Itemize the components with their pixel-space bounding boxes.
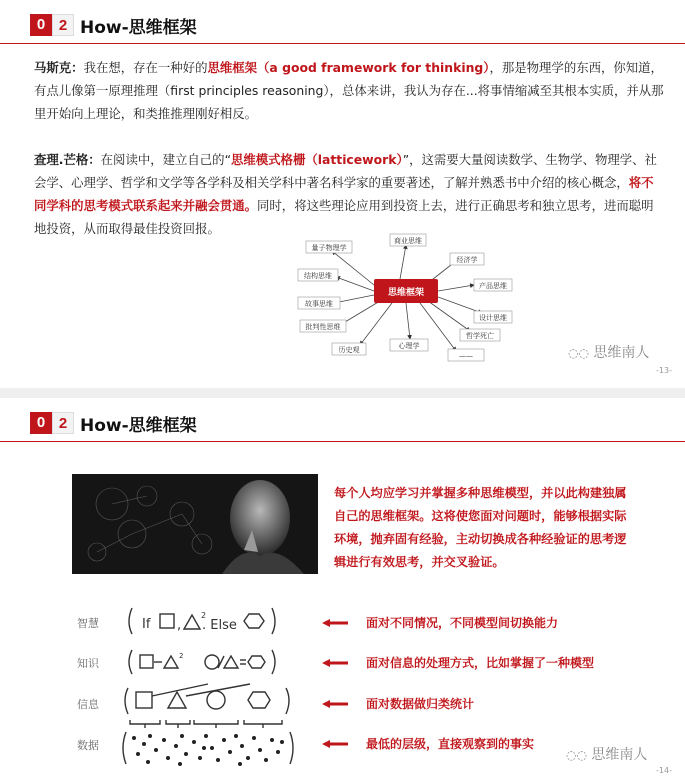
page-number: -13- — [656, 366, 672, 375]
mind-map-node: 哲学死亡 — [466, 332, 494, 340]
mind-map-node: 商业思维 — [394, 237, 422, 245]
slide-14 — [0, 398, 685, 776]
square-icon — [160, 614, 174, 628]
square-icon — [140, 655, 153, 668]
wechat-icon: ◌◌ — [568, 346, 589, 360]
munger-text-3: 同时，将这些理论应用到投资上去，进行正确思考和独立思考，进而聪明地投资，从而取得最佳投资回报。 — [34, 198, 654, 236]
hexagon-icon — [248, 656, 265, 668]
arrow-left-icon — [322, 619, 348, 627]
musk-highlight: 思维框架（a good framework for thinking） — [207, 60, 490, 75]
level-label-knowledge: 知识 — [77, 657, 99, 670]
mind-map-node: 心理学 — [398, 342, 420, 350]
hexagon-icon — [248, 692, 270, 708]
data-dots — [132, 734, 284, 766]
musk-text-2: ，那是物理学的东西，你知道，有点儿像第一原理推理（first principles reasoning），总体来讲，我认为存在...将事情缩减至其根本实质，并从那里开始向上理论，和类推推理刚好相反。 — [34, 60, 664, 121]
page-number: -14- — [656, 766, 672, 775]
level-desc-wisdom: 面对不同情况，不同模型间切换能力 — [366, 616, 559, 630]
bracket-icon — [123, 732, 126, 764]
mind-map-diagram — [288, 233, 518, 363]
section-number-digit-0: 0 — [30, 412, 52, 434]
triangle-icon — [164, 656, 178, 668]
frame-statement: 每个人均应学习并掌握多种思维模型，并以此构建独属自己的思维框架。这将使您面对问题时，能够根据实际环境，抛弃固有经验，主动切换成各种经验证的思考逻辑进行有效思考，并交叉验证。 — [334, 486, 627, 569]
hexagon-icon — [244, 614, 264, 628]
watermark-text: 思维南人 — [591, 747, 648, 763]
watermark-text: 思维南人 — [593, 345, 650, 361]
mind-map-node: 产品思维 — [479, 282, 507, 290]
wechat-icon: ◌◌ — [566, 748, 587, 762]
munger-highlight-2: 将不同学科的思考模式联系起来并融会贯通。 — [34, 175, 654, 213]
slide-separator — [0, 388, 685, 398]
level-desc-knowledge: 面对信息的处理方式，比如掌握了一种模型 — [366, 656, 595, 670]
arrow-left-icon — [322, 659, 348, 667]
mind-map-node: 经济学 — [456, 256, 478, 264]
bracket-icon — [125, 688, 128, 714]
munger-quote — [34, 148, 664, 240]
mind-map-node: 故事思维 — [305, 300, 333, 308]
watermark — [566, 744, 647, 764]
thinking-man-photo — [72, 474, 318, 574]
formula-comma: , — [177, 618, 182, 633]
munger-text-1: 在阅读中，建立自己的“ — [100, 152, 231, 167]
triangle-icon — [224, 656, 238, 668]
triangle-icon — [168, 692, 186, 708]
mind-map-node: 设计思维 — [479, 314, 507, 322]
slide-header — [0, 408, 685, 438]
musk-text-1: 我在想，存在一种好的 — [83, 60, 208, 75]
section-number-digit-2: 2 — [52, 412, 74, 434]
section-number-digit-2: 2 — [52, 14, 74, 36]
bracket-icon — [272, 650, 275, 674]
bracket-icon — [272, 608, 275, 634]
bracket-icon — [129, 608, 132, 634]
munger-text-2: ”，这需要大量阅读数学、生物学、物理学、社会学、心理学、哲学和文学等各学科及相关学科中著名科学家的重要著述，了解并熟悉书中介绍的核心概念， — [34, 152, 657, 190]
bracket-icon — [129, 650, 132, 674]
mind-map-node: 批判性思维 — [305, 323, 341, 331]
munger-speaker: 查理.芒格： — [34, 152, 101, 167]
formula-if: If — [142, 617, 151, 632]
level-label-information: 信息 — [77, 698, 99, 711]
triangle-icon — [184, 615, 200, 629]
header-divider — [0, 441, 685, 442]
svg-text:2: 2 — [179, 652, 184, 660]
slide-title: How-思维框架 — [80, 416, 197, 436]
square-icon — [136, 692, 152, 708]
bracket-icon — [290, 732, 293, 764]
dikw-pyramid-diagram — [120, 602, 305, 774]
bracket-icon — [286, 688, 289, 714]
mind-map-node: 历史观 — [338, 346, 360, 354]
mind-map-center-label: 思维框架 — [387, 288, 425, 298]
arrow-left-icon — [322, 700, 348, 708]
slide-header — [0, 10, 685, 40]
mind-map-node: 量子物理学 — [311, 244, 347, 252]
level-label-wisdom: 智慧 — [77, 617, 99, 630]
level-desc-data: 最低的层级，直接观察到的事实 — [366, 737, 535, 751]
munger-highlight-1: 思维模式格栅（latticework） — [231, 152, 403, 167]
formula-else: . Else — [202, 618, 237, 633]
circle-icon — [207, 691, 225, 709]
mind-map-node: 结构思维 — [304, 272, 332, 280]
level-desc-information: 面对数据做归类统计 — [366, 697, 475, 711]
musk-quote — [34, 56, 664, 125]
arrow-left-icon — [322, 740, 348, 748]
header-divider — [0, 43, 685, 44]
formula-power: 2 — [201, 611, 207, 620]
section-number-digit-0: 0 — [30, 14, 52, 36]
watermark — [568, 342, 649, 362]
circle-icon — [205, 655, 219, 669]
level-label-data: 数据 — [77, 739, 99, 752]
musk-speaker: 马斯克： — [34, 60, 84, 75]
mind-map-node: —— — [459, 352, 473, 360]
slide-title: How-思维框架 — [80, 18, 197, 38]
